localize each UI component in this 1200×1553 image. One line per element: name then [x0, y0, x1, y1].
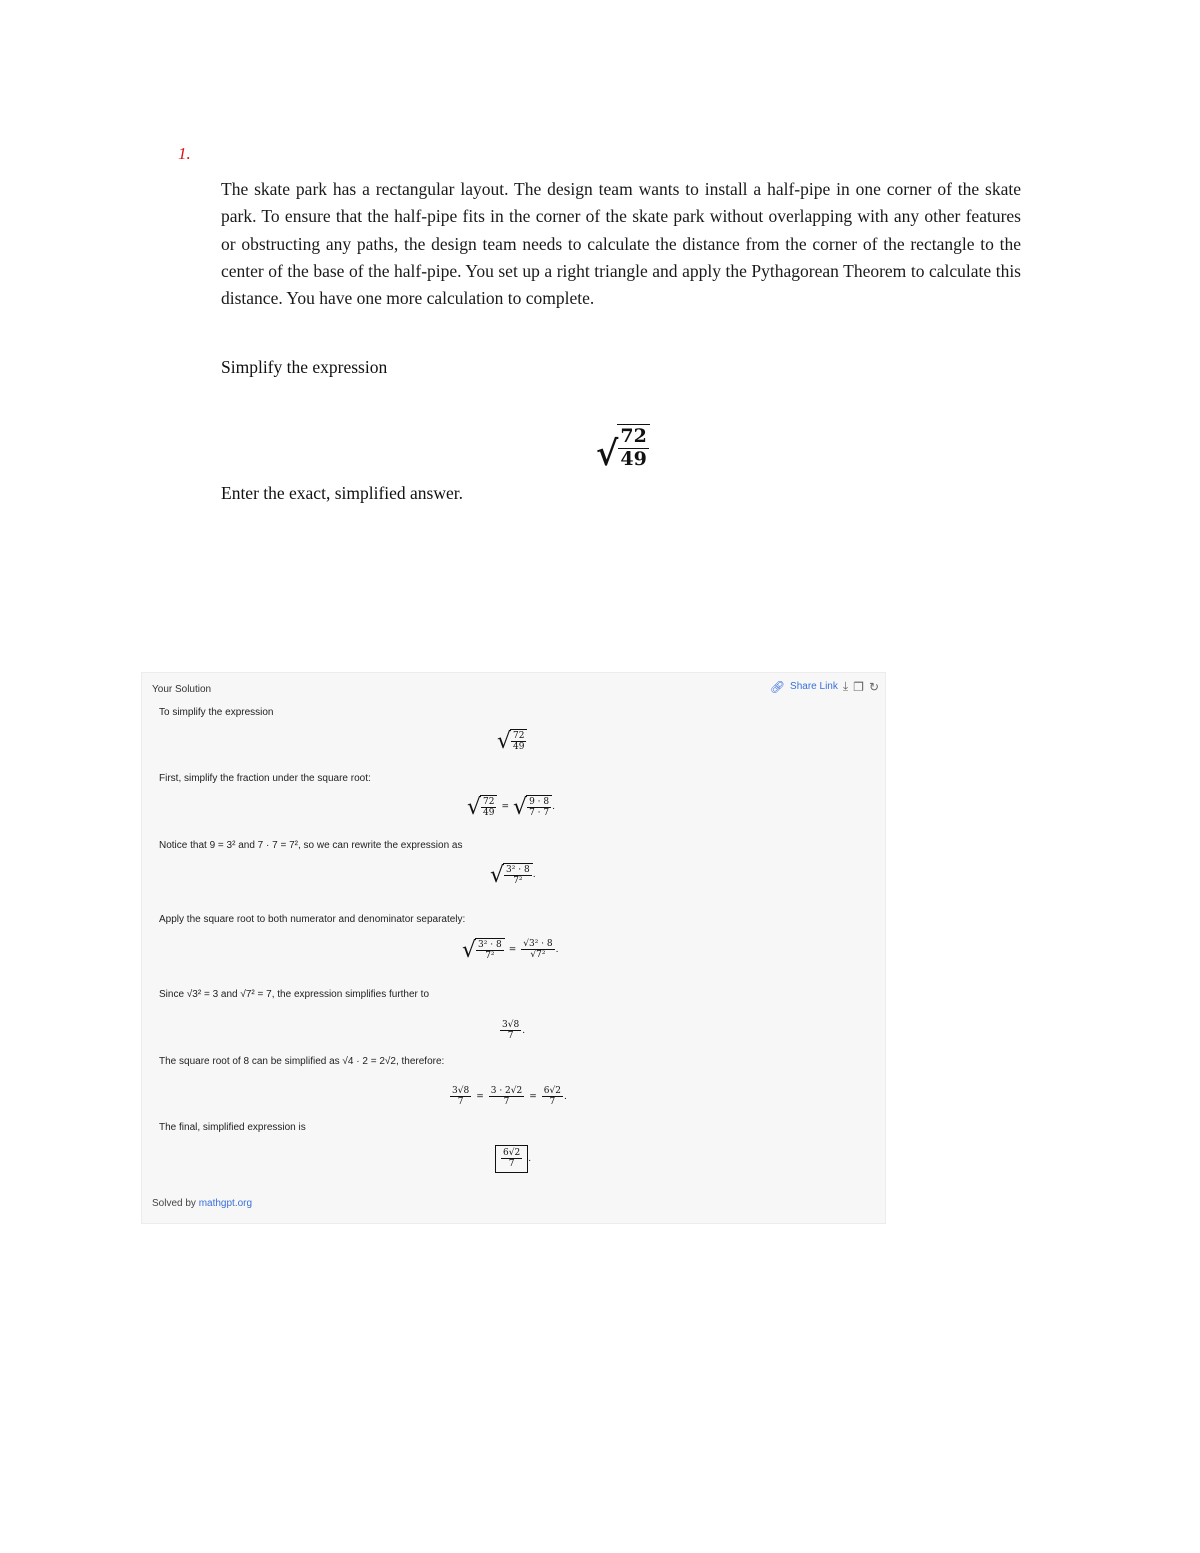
link-icon[interactable]: 🔗︎: [769, 679, 786, 694]
m4b-numerator: √3² · 8: [523, 939, 553, 949]
m3-denominator: 7²: [513, 876, 523, 887]
m2b-numerator: 9 · 8: [529, 797, 550, 807]
download-icon[interactable]: ⤓: [842, 679, 849, 693]
step-math-6: $\frac{3√8}{7}$ = $\frac{3 \cdot 2√2}{7}$ = $\frac{6√2}{7}$ .: [452, 1086, 567, 1108]
main-expression-denominator: 49: [620, 447, 647, 470]
solution-toolbar: [770, 679, 879, 694]
m5-denominator: 7: [507, 1031, 514, 1042]
problem-statement: The skate park has a rectangular layout. The design team wants to install a half-pipe in one corner of the skate park. To ensure that the half-pipe fits in the corner of the skate park without overlapping with any other features or obstructing any paths, the design team needs to calculate the distance from the corner of the rectangle to the center of the base of the half-pipe. You set up a right triangle and apply the Pythagorean Theorem to calculate this distance. You have one more calculation to complete.: [221, 179, 1021, 309]
m6b-numerator: 3 · 2√2: [490, 1086, 523, 1096]
m2a-numerator: 72: [483, 797, 495, 807]
copy-icon[interactable]: ❐: [853, 679, 864, 694]
m6a-numerator: 3√8: [452, 1086, 470, 1096]
footer-prefix: Solved by: [152, 1198, 196, 1209]
m1-denominator: 49: [513, 742, 525, 753]
final-answer: $\frac{6√2}{7}$ .: [495, 1145, 531, 1173]
m6a-denominator: 7: [457, 1097, 464, 1108]
question-number: 1.: [178, 144, 191, 163]
refresh-icon[interactable]: ↻: [868, 679, 879, 694]
step-text-1: To simplify the expression: [159, 707, 274, 718]
share-link-button[interactable]: Share Link: [790, 681, 838, 692]
m4b-denominator: √7²: [530, 950, 546, 961]
step-math-1: √ $\frac{72}{49}$: [497, 729, 527, 753]
m2b-denominator: 7 · 7: [529, 808, 550, 819]
m6c-denominator: 7: [549, 1097, 556, 1108]
step-math-4: √ $\frac{\text{3² · 8}}{\text{7²}}$ = $\frac{\text{√3² · 8}}{\text{√7²}}$ .: [462, 937, 559, 963]
step-text-6: The square root of 8 can be simplified as √4 · 2 = 2√2, therefore:: [159, 1056, 445, 1067]
m4a-numerator: 3² · 8: [478, 940, 502, 950]
step-math-3: √ $\frac{\text{3² · 8}}{\text{7²}}$ .: [490, 862, 536, 888]
footer-link[interactable]: mathgpt.org: [198, 1198, 253, 1209]
step-math-2: √ $\frac{72}{49}$ = √ $\frac{9 \cdot 8}{7 \cdot 7}$ .: [467, 794, 555, 820]
answer-prompt: Enter the exact, simplified answer.: [221, 483, 464, 503]
m2a-denominator: 49: [483, 808, 495, 819]
m4a-denominator: 7²: [485, 951, 495, 962]
main-expression-numerator: 72: [620, 425, 647, 447]
m5-numerator: 3√8: [502, 1020, 520, 1030]
final-denominator: 7: [508, 1159, 515, 1170]
step-math-5: $\frac{3√8}{7}$ .: [502, 1020, 526, 1042]
m1-numerator: 72: [513, 731, 525, 741]
instruction-text: Simplify the expression: [221, 357, 388, 377]
solution-footer: [152, 1198, 252, 1209]
m6c-numerator: 6√2: [543, 1086, 561, 1096]
solution-title: Your Solution: [152, 684, 212, 695]
main-expression: √ $\frac{72}{49}$: [596, 424, 650, 471]
m3-numerator: 3² · 8: [506, 865, 530, 875]
solution-panel: [141, 672, 886, 1224]
m6b-denominator: 7: [503, 1097, 510, 1108]
final-numerator: 6√2: [503, 1148, 521, 1158]
step-text-2: First, simplify the fraction under the square root:: [159, 773, 371, 784]
step-text-5: Since √3² = 3 and √7² = 7, the expression simplifies further to: [159, 989, 429, 1000]
step-text-7: The final, simplified expression is: [159, 1122, 306, 1133]
step-text-3: Notice that 9 = 3² and 7 · 7 = 7², so we can rewrite the expression as: [159, 840, 463, 851]
step-text-4: Apply the square root to both numerator and denominator separately:: [159, 914, 466, 925]
